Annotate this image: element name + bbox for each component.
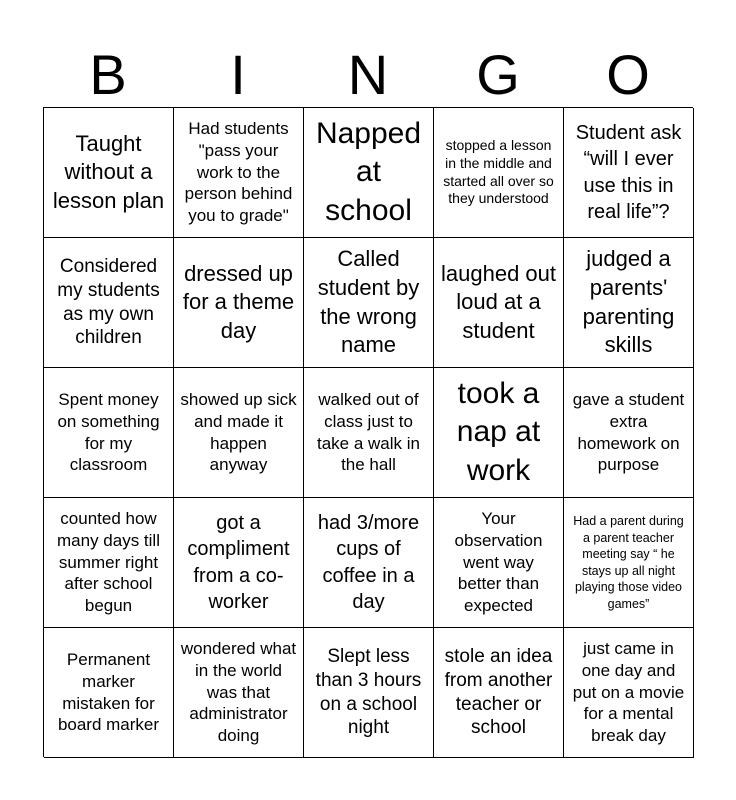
cell-text: Had students "pass your work to the person behind you to grade" <box>184 119 293 226</box>
cell-text: judged a parents' parenting skills <box>582 246 675 358</box>
cell-text: Student ask “will I ever use this in real life”? <box>575 121 682 223</box>
bingo-cell-r1-c3[interactable] <box>304 108 434 238</box>
bingo-cell-r3-c3[interactable] <box>304 368 434 498</box>
cell-text: Taught without a lesson plan <box>52 130 165 213</box>
cell-text: stopped a lesson in the middle and started all over so they understood <box>443 136 554 207</box>
cell-text: Called student by the wrong name <box>317 246 420 358</box>
cell-text: got a compliment from a co-worker <box>187 511 290 613</box>
cell-text: wondered what in the world was that administrator doing <box>180 639 297 746</box>
bingo-cell-r1-c2[interactable] <box>174 108 304 238</box>
cell-text: Napped at school <box>315 116 422 227</box>
cell-text: Had a parent during a parent teacher meeting say “ he stays up all night playing those video games” <box>573 514 684 611</box>
bingo-header <box>43 44 693 106</box>
bingo-cell-r5-c5[interactable] <box>564 628 694 758</box>
bingo-cell-r5-c4[interactable] <box>434 628 564 758</box>
bingo-cell-r1-c4[interactable] <box>434 108 564 238</box>
header-letter-b: B <box>89 43 127 106</box>
bingo-cell-r5-c2[interactable] <box>174 628 304 758</box>
cell-text: Considered my students as my own children <box>57 256 160 349</box>
bingo-cell-r5-c1[interactable] <box>44 628 174 758</box>
bingo-cell-r3-c2[interactable] <box>174 368 304 498</box>
bingo-cell-r5-c3[interactable] <box>304 628 434 758</box>
bingo-cell-r4-c1[interactable] <box>44 498 174 628</box>
bingo-cell-r3-c4[interactable] <box>434 368 564 498</box>
cell-text: laughed out loud at a student <box>441 260 556 343</box>
header-letter-o: O <box>606 43 650 106</box>
header-letter-g: G <box>476 43 520 106</box>
cell-text: showed up sick and made it happen anyway <box>180 390 297 475</box>
bingo-cell-r2-c1[interactable] <box>44 238 174 368</box>
bingo-cell-r2-c3[interactable] <box>304 238 434 368</box>
header-letter-i: I <box>230 43 246 106</box>
bingo-cell-r2-c4[interactable] <box>434 238 564 368</box>
bingo-cell-r4-c4[interactable] <box>434 498 564 628</box>
bingo-cell-r1-c5[interactable] <box>564 108 694 238</box>
header-letter-n: N <box>347 43 389 106</box>
cell-text: had 3/more cups of coffee in a day <box>317 511 420 613</box>
bingo-cell-r2-c5[interactable] <box>564 238 694 368</box>
cell-text: Slept less than 3 hours on a school night <box>315 646 422 739</box>
cell-text: Your observation went way better than expected <box>454 509 543 616</box>
bingo-cell-r2-c2[interactable] <box>174 238 304 368</box>
bingo-cell-r3-c5[interactable] <box>564 368 694 498</box>
cell-text: Permanent marker mistaken for board marker <box>57 650 160 735</box>
cell-text: just came in one day and put on a movie for a mental break day <box>572 639 685 746</box>
cell-text: gave a student extra homework on purpose <box>572 390 685 475</box>
bingo-cell-r4-c3[interactable] <box>304 498 434 628</box>
cell-text: dressed up for a theme day <box>182 260 295 343</box>
cell-text: took a nap at work <box>456 376 541 487</box>
cell-text: Spent money on something for my classroom <box>57 390 160 475</box>
bingo-cell-r1-c1[interactable] <box>44 108 174 238</box>
bingo-cell-r4-c5[interactable] <box>564 498 694 628</box>
cell-text: walked out of class just to take a walk in the hall <box>317 390 420 475</box>
bingo-cell-r4-c2[interactable] <box>174 498 304 628</box>
bingo-cell-r3-c1[interactable] <box>44 368 174 498</box>
bingo-grid <box>43 107 693 757</box>
cell-text: counted how many days till summer right after school begun <box>57 509 160 616</box>
cell-text: stole an idea from another teacher or school <box>444 646 553 739</box>
